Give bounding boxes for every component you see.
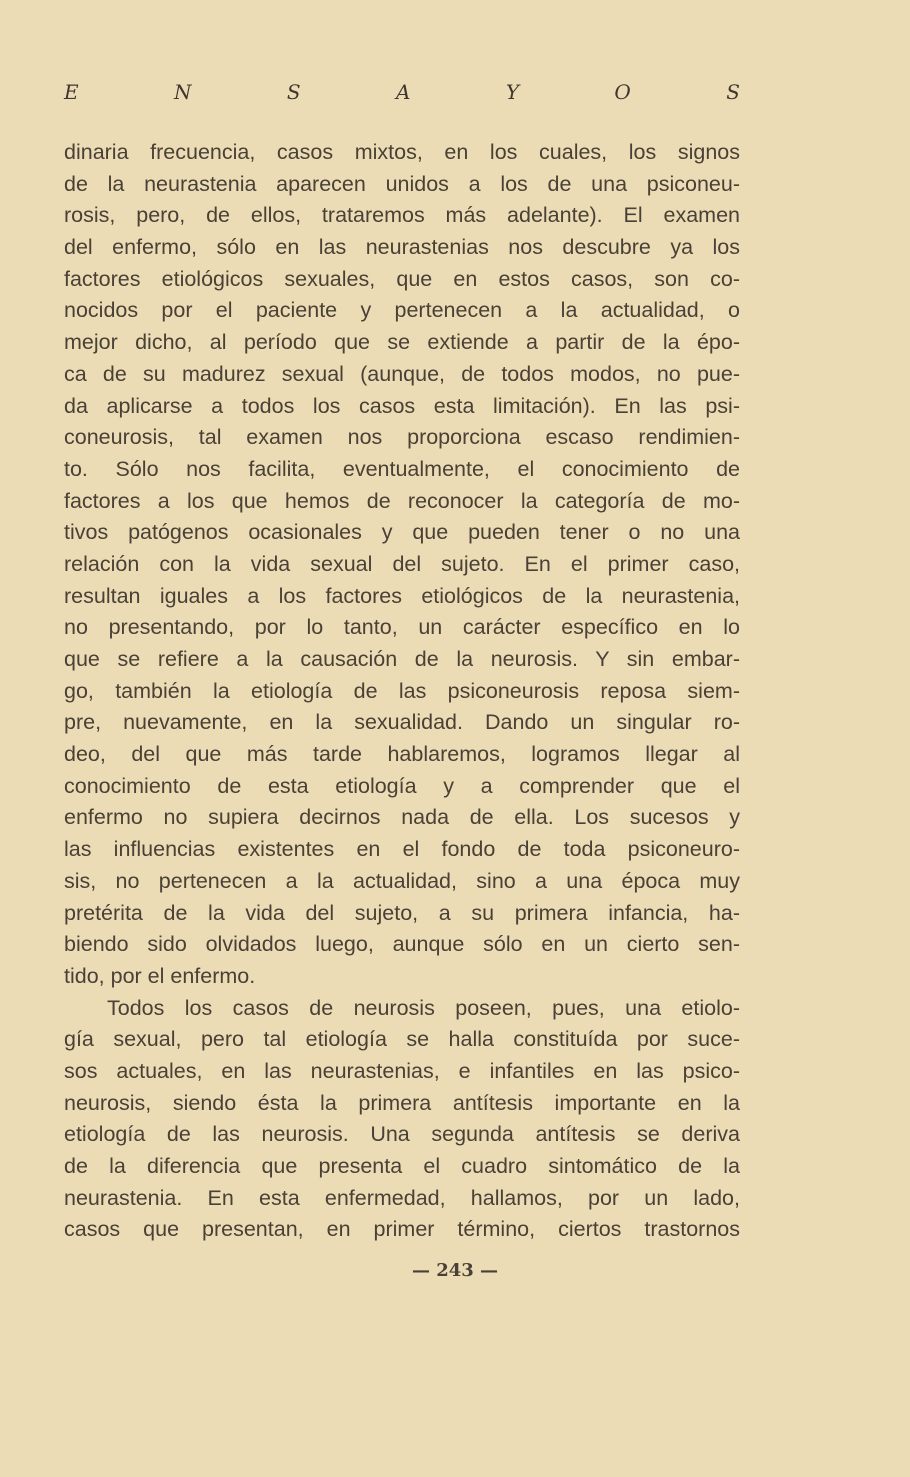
text-line: etiología de las neurosis. Una segunda antítesis se deriva (64, 1122, 740, 1147)
text-line: nocidos por el paciente y pertenecen a la actualidad, o (64, 298, 740, 323)
text-line: no presentando, por lo tanto, un carácter específico en lo (64, 615, 740, 640)
header-letter: E (64, 80, 79, 104)
text-line: deo, del que más tarde hablaremos, logramos llegar al (64, 742, 740, 767)
text-line: ca de su madurez sexual (aunque, de todos modos, no pue- (64, 361, 740, 386)
text-line: to. Sólo nos facilita, eventualmente, el conocimiento de (64, 456, 740, 481)
text-line: neurosis, siendo ésta la primera antítesis importante en la (64, 1090, 740, 1115)
text-line: Todos los casos de neurosis poseen, pues, una etiolo- (107, 995, 740, 1020)
text-line: rosis, pero, de ellos, trataremos más adelante). El examen (64, 203, 740, 228)
text-line: dinaria frecuencia, casos mixtos, en los cuales, los signos (64, 140, 740, 164)
text-line: tido, por el enfermo. (64, 963, 256, 988)
text-line: go, también la etiología de las psiconeurosis reposa siem- (64, 678, 740, 703)
header-letter: N (174, 80, 192, 104)
text-line: que se refiere a la causación de la neurosis. Y sin embar- (64, 647, 740, 671)
header-letter: S (286, 80, 301, 104)
running-header (64, 80, 740, 104)
header-letter: O (614, 80, 631, 104)
text-line: conocimiento de esta etiología y a comprender que el (64, 773, 740, 798)
text-line: mejor dicho, al período que se extiende a partir de la épo- (64, 330, 740, 355)
page-number: — 243 — (411, 1260, 499, 1281)
header-letter: S (726, 80, 740, 104)
text-line: biendo sido olvidados luego, aunque sólo en un cierto sen- (64, 932, 740, 957)
header-letter: Y (505, 80, 520, 104)
text-line: de la neurastenia aparecen unidos a los de una psiconeu- (64, 171, 740, 196)
text-line: resultan iguales a los factores etiológicos de la neurastenia, (64, 583, 740, 608)
text-line: gía sexual, pero tal etiología se halla constituída por suce- (64, 1027, 740, 1052)
body-text (64, 137, 740, 1246)
text-line: da aplicarse a todos los casos esta limitación). En las psi- (64, 393, 740, 418)
text-line: del enfermo, sólo en las neurastenias nos descubre ya los (64, 235, 740, 260)
text-line: de la diferencia que presenta el cuadro sintomático de la (64, 1154, 740, 1178)
text-line: las influencias existentes en el fondo de toda psiconeuro- (64, 837, 740, 862)
header-letter: A (395, 80, 411, 104)
text-line: pre, nuevamente, en la sexualidad. Dando un singular ro- (64, 710, 740, 735)
text-line: factores etiológicos sexuales, que en estos casos, son co- (64, 266, 740, 291)
text-line: coneurosis, tal examen nos proporciona escaso rendimien- (64, 425, 740, 450)
text-line: sos actuales, en las neurastenias, e infantiles en las psico- (64, 1058, 740, 1083)
text-line: sis, no pertenecen a la actualidad, sino a una época muy (64, 868, 740, 893)
text-line: enfermo no supiera decirnos nada de ella. Los sucesos y (64, 805, 740, 830)
text-line: pretérita de la vida del sujeto, a su primera infancia, ha- (64, 900, 740, 925)
text-line: factores a los que hemos de reconocer la categoría de mo- (64, 488, 740, 513)
text-line: casos que presentan, en primer término, ciertos trastornos (64, 1217, 740, 1242)
text-line: relación con la vida sexual del sujeto. En el primer caso, (64, 551, 740, 576)
text-line: neurastenia. En esta enfermedad, hallamos, por un lado, (64, 1185, 740, 1210)
text-line: tivos patógenos ocasionales y que pueden tener o no una (64, 520, 740, 545)
